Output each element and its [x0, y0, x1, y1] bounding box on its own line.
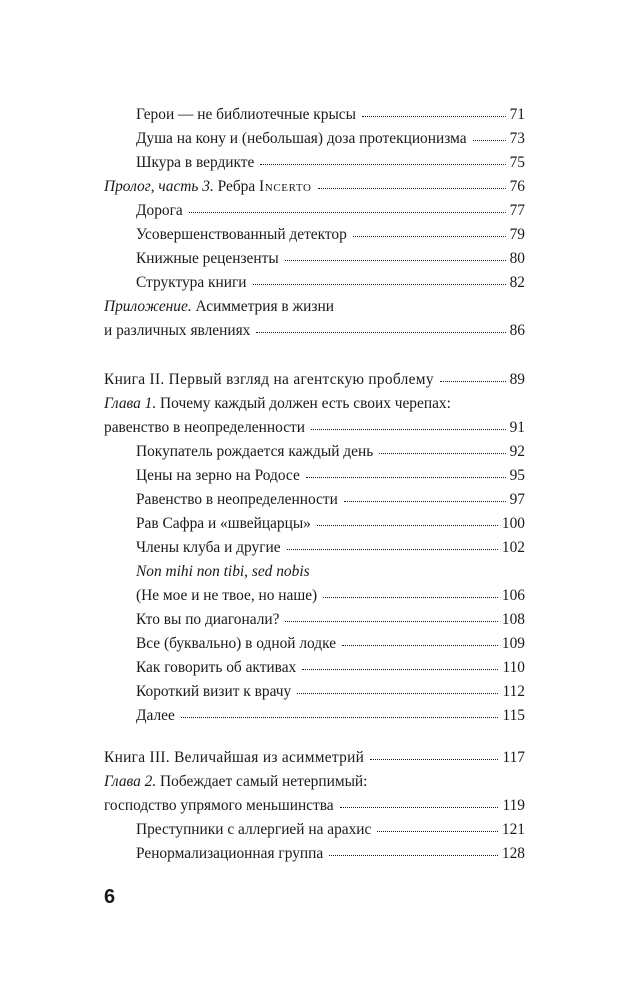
toc-entry-title: Рав Сафра и «швейцарцы» [136, 515, 311, 532]
toc-entry-page: 112 [502, 683, 525, 700]
toc-entry-page: 108 [501, 611, 525, 628]
toc-entry-title-text: Асимметрия в жизни [191, 298, 334, 315]
toc-entry-prefix: Глава 2. [104, 773, 157, 790]
toc-entry-title: Шкура в вердикте [136, 154, 255, 171]
toc-entry [136, 609, 525, 631]
leader-dots [311, 429, 506, 430]
toc-entry-smallcaps: Incerto [259, 178, 312, 195]
toc-entry-page: 76 [509, 178, 525, 195]
toc-entry-page: 100 [501, 515, 525, 532]
toc-entry-page: 71 [509, 106, 525, 123]
toc-entry-page: 79 [509, 226, 525, 243]
toc-entry-title: Все (буквально) в одной лодке [136, 635, 337, 652]
toc-entry [136, 272, 525, 294]
toc-entry-book [104, 369, 525, 391]
leader-dots [379, 453, 505, 454]
toc-entry-page: 95 [509, 467, 525, 484]
toc-entry-title: господство упрямого меньшинства [104, 797, 334, 814]
toc-entry-chapter [104, 417, 525, 439]
toc-entry [136, 489, 525, 511]
toc-entry-title: Цены на зерно на Родосе [136, 467, 300, 484]
toc-entry-title: Короткий визит к врачу [136, 683, 292, 700]
toc-entry-prefix: Пролог, часть 3. [104, 178, 214, 195]
leader-dots [181, 717, 499, 718]
leader-dots [344, 501, 506, 502]
toc-entry-prefix: Приложение. [104, 298, 192, 315]
leader-dots [440, 381, 506, 382]
toc-entry-title: Покупатель рождается каждый день [136, 443, 374, 460]
toc-entry-book [104, 747, 525, 769]
toc-entry-title: Ренормализационная группа [136, 845, 324, 862]
toc-entry-title: Усовершенствованный детектор [136, 226, 347, 243]
toc-entry-title: (Не мое и не твое, но наше) [136, 587, 318, 604]
toc-entry-page: 117 [502, 749, 525, 766]
toc-entry [136, 537, 525, 559]
toc-entry [136, 152, 525, 174]
toc-entry-page: 97 [509, 491, 525, 508]
toc-entry-chapter-line1 [104, 393, 451, 415]
toc-entry [136, 657, 525, 679]
toc-entry [136, 248, 525, 270]
toc-entry [136, 104, 525, 126]
leader-dots [256, 332, 505, 333]
leader-dots [340, 807, 499, 808]
toc-entry [136, 465, 525, 487]
toc-entry-title: Члены клуба и другие [136, 539, 281, 556]
toc-entry-page: 121 [501, 821, 525, 838]
leader-dots [189, 212, 506, 213]
leader-dots [342, 645, 498, 646]
toc-entry-page: 128 [501, 845, 525, 862]
leader-dots [353, 236, 506, 237]
toc-entry-page: 102 [501, 539, 525, 556]
leader-dots [377, 831, 498, 832]
leader-dots [287, 549, 498, 550]
toc-entry-prefix: Глава 1. [104, 395, 157, 412]
toc-entry-page: 89 [509, 371, 525, 388]
toc-entry [136, 441, 525, 463]
toc-entry-page: 82 [509, 274, 525, 291]
leader-dots [370, 759, 498, 760]
toc-entry-chapter [104, 795, 525, 817]
toc-entry-page: 92 [509, 443, 525, 460]
toc-entry-title: Преступники с аллергией на арахис [136, 821, 372, 838]
toc-entry-latin-line1 [136, 561, 310, 583]
toc-entry-page: 86 [509, 322, 525, 339]
toc-entry-title: Книга II. Первый взгляд на агентскую проблему [104, 371, 434, 388]
toc-entry-appendix [104, 320, 525, 342]
toc-entry-appendix-line1 [104, 296, 334, 318]
toc-entry-title: Герои — не библиотечные крысы [136, 106, 356, 123]
toc-entry [136, 843, 525, 865]
toc-entry [136, 128, 525, 150]
toc-entry-page: 80 [509, 250, 525, 267]
toc-entry-title: Книга III. Величайшая из асимметрий [104, 749, 365, 766]
leader-dots [318, 188, 506, 189]
toc-entry-page: 119 [502, 797, 525, 814]
toc-entry-title: Книжные рецензенты [136, 250, 279, 267]
toc-entry [136, 633, 525, 655]
toc-entry-page: 115 [502, 707, 525, 724]
toc-entry-page: 110 [502, 659, 525, 676]
toc-entry-title: Далее [136, 707, 175, 724]
leader-dots [253, 284, 506, 285]
toc-entry-title: Как говорить об активах [136, 659, 297, 676]
leader-dots [297, 693, 498, 694]
toc-entry-page: 77 [509, 202, 525, 219]
toc-entry [136, 585, 525, 607]
leader-dots [302, 669, 498, 670]
toc-entry-page: 75 [509, 154, 525, 171]
leader-dots [362, 116, 506, 117]
leader-dots [323, 597, 498, 598]
toc-entry-title: Структура книги [136, 274, 247, 291]
toc-entry-title: равенство в неопределенности [104, 419, 305, 436]
toc-entry [136, 681, 525, 703]
toc-entry-title [104, 176, 312, 198]
toc-entry-title-text: Побеждает самый нетерпимый: [156, 773, 368, 790]
toc-entry [136, 200, 525, 222]
toc-entry-title-text: Почему каждый должен есть своих черепах: [156, 395, 451, 412]
toc-entry-title: Дорога [136, 202, 183, 219]
toc-entry-title: Душа на кону и (небольшая) доза протекционизма [136, 130, 467, 147]
toc-entry-page: 91 [509, 419, 525, 436]
page-number: 6 [104, 886, 116, 908]
toc-entry [136, 224, 525, 246]
leader-dots [329, 855, 498, 856]
toc-entry-title: и различных явлениях [104, 322, 251, 339]
toc-entry-title: Кто вы по диагонали? [136, 611, 280, 628]
toc-entry [136, 819, 525, 841]
toc-entry-page: 73 [509, 130, 525, 147]
leader-dots [317, 525, 498, 526]
toc-entry-title: Равенство в неопределенности [136, 491, 338, 508]
toc-entry [136, 705, 525, 727]
leader-dots [285, 260, 506, 261]
toc-entry-page: 109 [501, 635, 525, 652]
toc-entry-title-text: Non mihi non tibi, sed nobis [136, 563, 310, 580]
toc-entry-chapter-line1 [104, 771, 367, 793]
leader-dots [306, 477, 506, 478]
toc-entry-page: 106 [501, 587, 525, 604]
leader-dots [473, 140, 506, 141]
leader-dots [285, 621, 497, 622]
toc-entry-prologue [104, 176, 525, 198]
leader-dots [260, 164, 505, 165]
toc-entry-title-text: Ребра [213, 178, 260, 195]
toc-entry [136, 513, 525, 535]
